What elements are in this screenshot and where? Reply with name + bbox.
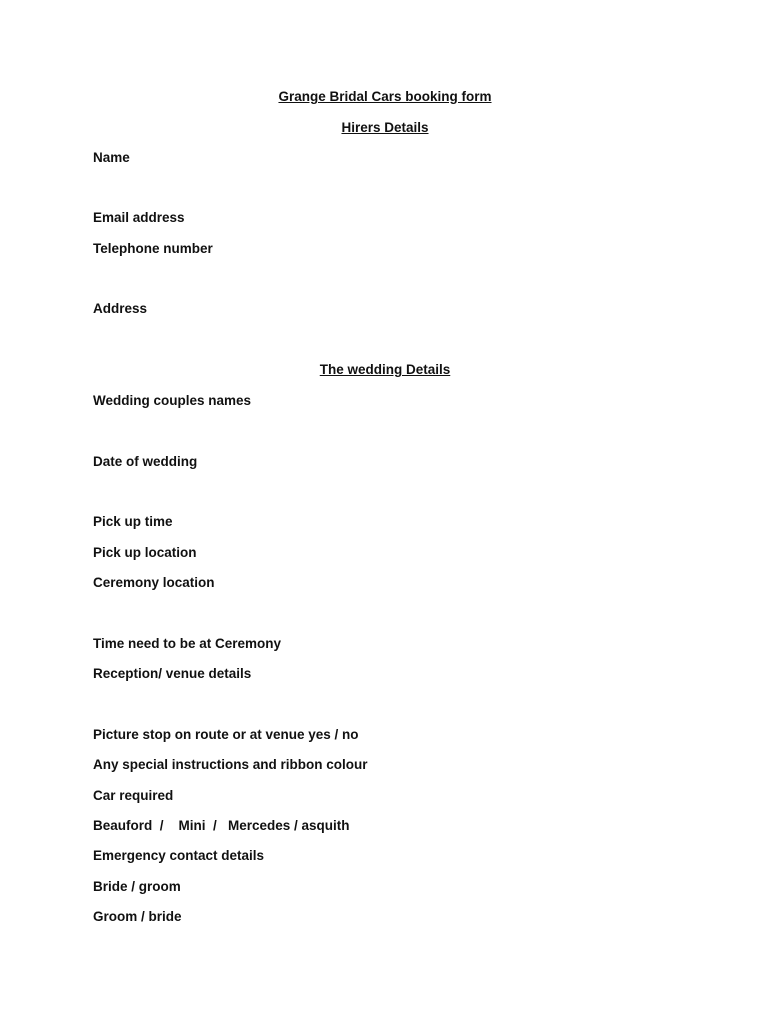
picture-stop-label: Picture stop on route or at venue yes / no	[93, 727, 359, 742]
hirers-details-heading: Hirers Details	[341, 120, 429, 135]
emergency-contact-label: Emergency contact details	[93, 848, 265, 863]
wedding-details-heading: The wedding Details	[319, 362, 451, 377]
date-of-wedding-label: Date of wedding	[93, 454, 198, 469]
telephone-number-label: Telephone number	[93, 241, 213, 256]
address-label: Address	[93, 301, 148, 316]
time-at-ceremony-label: Time need to be at Ceremony	[93, 636, 282, 651]
car-options-label: Beauford / Mini / Mercedes / asquith	[93, 818, 350, 833]
wedding-couples-names-label: Wedding couples names	[93, 393, 252, 408]
groom-bride-label: Groom / bride	[93, 909, 182, 924]
form-title: Grange Bridal Cars booking form	[278, 89, 492, 104]
car-required-label: Car required	[93, 788, 174, 803]
ceremony-location-label: Ceremony location	[93, 575, 215, 590]
special-instructions-label: Any special instructions and ribbon colour	[93, 757, 368, 772]
pick-up-time-label: Pick up time	[93, 514, 173, 529]
bride-groom-label: Bride / groom	[93, 879, 181, 894]
email-address-label: Email address	[93, 210, 185, 225]
reception-venue-label: Reception/ venue details	[93, 666, 252, 681]
pick-up-location-label: Pick up location	[93, 545, 197, 560]
name-label: Name	[93, 150, 130, 165]
